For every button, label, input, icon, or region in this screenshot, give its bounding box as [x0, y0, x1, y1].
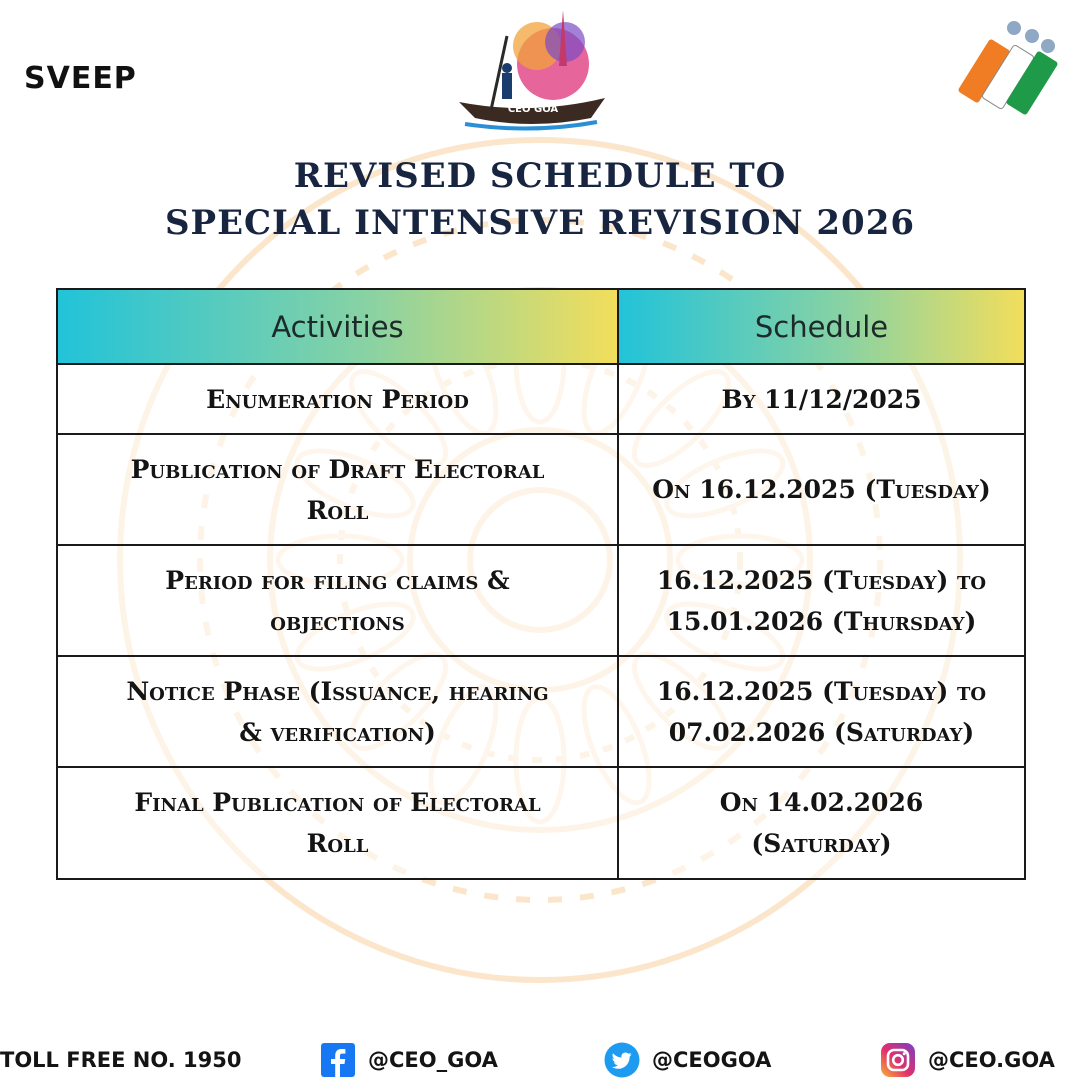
- activity-cell: [57, 434, 618, 545]
- facebook-handle: @CEO_GOA: [368, 1048, 498, 1072]
- table-row: [57, 434, 1025, 545]
- instagram-icon: [880, 1042, 916, 1078]
- sveep-logo: [24, 58, 137, 98]
- ceo-goa-logo-text: CEO GOA: [507, 104, 559, 115]
- schedule-cell: [618, 545, 1025, 656]
- cell-line: objections: [270, 606, 405, 636]
- instagram-handle: @CEO.GOA: [928, 1048, 1055, 1072]
- cell-line: 07.02.2026 (Saturday): [668, 717, 975, 747]
- schedule-cell: [618, 656, 1025, 767]
- cell-line: 15.01.2026 (Thursday): [666, 606, 977, 636]
- activity-cell: [57, 545, 618, 656]
- cell-line: 16.12.2025 (Tuesday) to: [656, 565, 987, 595]
- twitter-handle: @CEOGOA: [652, 1048, 772, 1072]
- activity-cell: [57, 767, 618, 879]
- title-line-2: SPECIAL INTENSIVE REVISION 2026: [164, 203, 916, 243]
- cell-line: Roll: [306, 495, 369, 525]
- table-header-row: [57, 289, 1025, 364]
- eci-logo: [944, 18, 1062, 146]
- header-schedule: Schedule: [618, 289, 1025, 364]
- cell-line: Notice Phase (Issuance, hearing: [126, 676, 549, 706]
- title-line-1: REVISED SCHEDULE TO: [293, 156, 787, 196]
- twitter-handle-link[interactable]: [604, 1043, 771, 1077]
- table-row: [57, 767, 1025, 879]
- cell-line: & verification): [239, 717, 436, 747]
- activity-cell: [57, 656, 618, 767]
- cell-line: Final Publication of Electoral: [134, 788, 541, 817]
- activity-cell: [57, 364, 618, 434]
- cell-line: (Saturday): [751, 829, 892, 858]
- facebook-icon: [320, 1042, 356, 1078]
- cell-line: By 11/12/2025: [721, 384, 922, 414]
- cell-line: On 16.12.2025 (Tuesday): [652, 475, 991, 504]
- cell-line: Publication of Draft Electoral: [130, 454, 545, 484]
- schedule-cell: [618, 434, 1025, 545]
- table-row: [57, 656, 1025, 767]
- cell-line: Roll: [306, 829, 369, 858]
- schedule-cell: [618, 767, 1025, 879]
- schedule-cell: [618, 364, 1025, 434]
- header-activities: Activities: [57, 289, 618, 364]
- table-row: [57, 545, 1025, 656]
- cell-line: Period for filing claims &: [165, 565, 510, 595]
- twitter-icon: [604, 1042, 640, 1078]
- facebook-handle-link[interactable]: [320, 1043, 498, 1077]
- schedule-table: [56, 288, 1026, 880]
- cell-line: On 14.02.2026: [719, 788, 924, 817]
- toll-free-text: TOLL FREE NO. 1950: [0, 1048, 242, 1072]
- toll-free-number: [0, 1043, 241, 1077]
- table-row: [57, 364, 1025, 434]
- cell-line: Enumeration Period: [206, 384, 469, 414]
- sveep-logo-text: SVEEP: [24, 60, 137, 96]
- instagram-handle-link[interactable]: [880, 1043, 1055, 1077]
- cell-line: 16.12.2025 (Tuesday) to: [656, 676, 987, 706]
